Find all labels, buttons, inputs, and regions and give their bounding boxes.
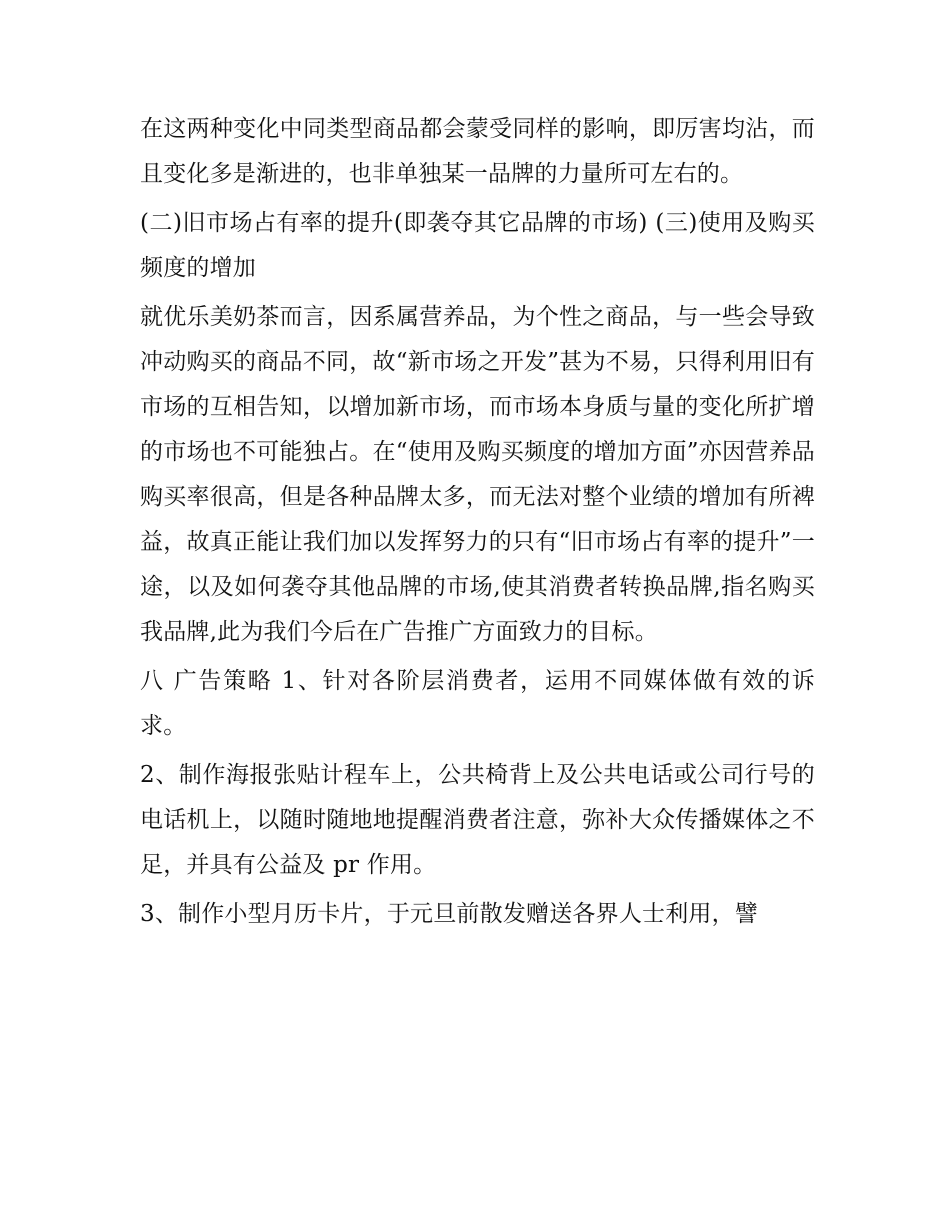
paragraph-6: 3、制作小型月历卡片，于元旦前散发赠送各界人士利用，譬 [140,901,759,927]
paragraph-3: 就优乐美奶茶而言，因系属营养品，为个性之商品，与一些会导致冲动购买的商品不同，故“新市场之开发”甚为不易，只得利用旧有市场的互相告知，以增加新市场，而市场本身质与量的变化所扩增的市场也不可能独占。在“使用及购买频度的增加方面”亦因营养品购买率很高，但是各种品牌太多，而无法对整个业绩的增加有所裨益，故真正能让我们加以发挥努力的只有“旧市场占有率的提升”一途，以及如何袭夺其他品牌的市场,使其消费者转换品牌,指名购买我品牌,此为我们今后在广告推广方面致力的目标。 [140,304,815,645]
paragraph-1: 在这两种变化中同类型商品都会蒙受同样的影响，即厉害均沾，而且变化多是渐进的，也非单独某一品牌的力量所可左右的。 [140,116,815,187]
paragraph-5: 2、制作海报张贴计程车上，公共椅背上及公共电话或公司行号的电话机上，以随时随地地提醒消费者注意，弥补大众传播媒体之不足，并具有公益及 pr 作用。 [140,762,815,878]
paragraph-4: 八 广告策略 1、针对各阶层消费者，运用不同媒体做有效的诉求。 [140,668,815,739]
paragraph-2: (二)旧市场占有率的提升(即袭夺其它品牌的市场) (三)使用及购买频度的增加 [140,210,815,281]
document-body [140,107,815,941]
